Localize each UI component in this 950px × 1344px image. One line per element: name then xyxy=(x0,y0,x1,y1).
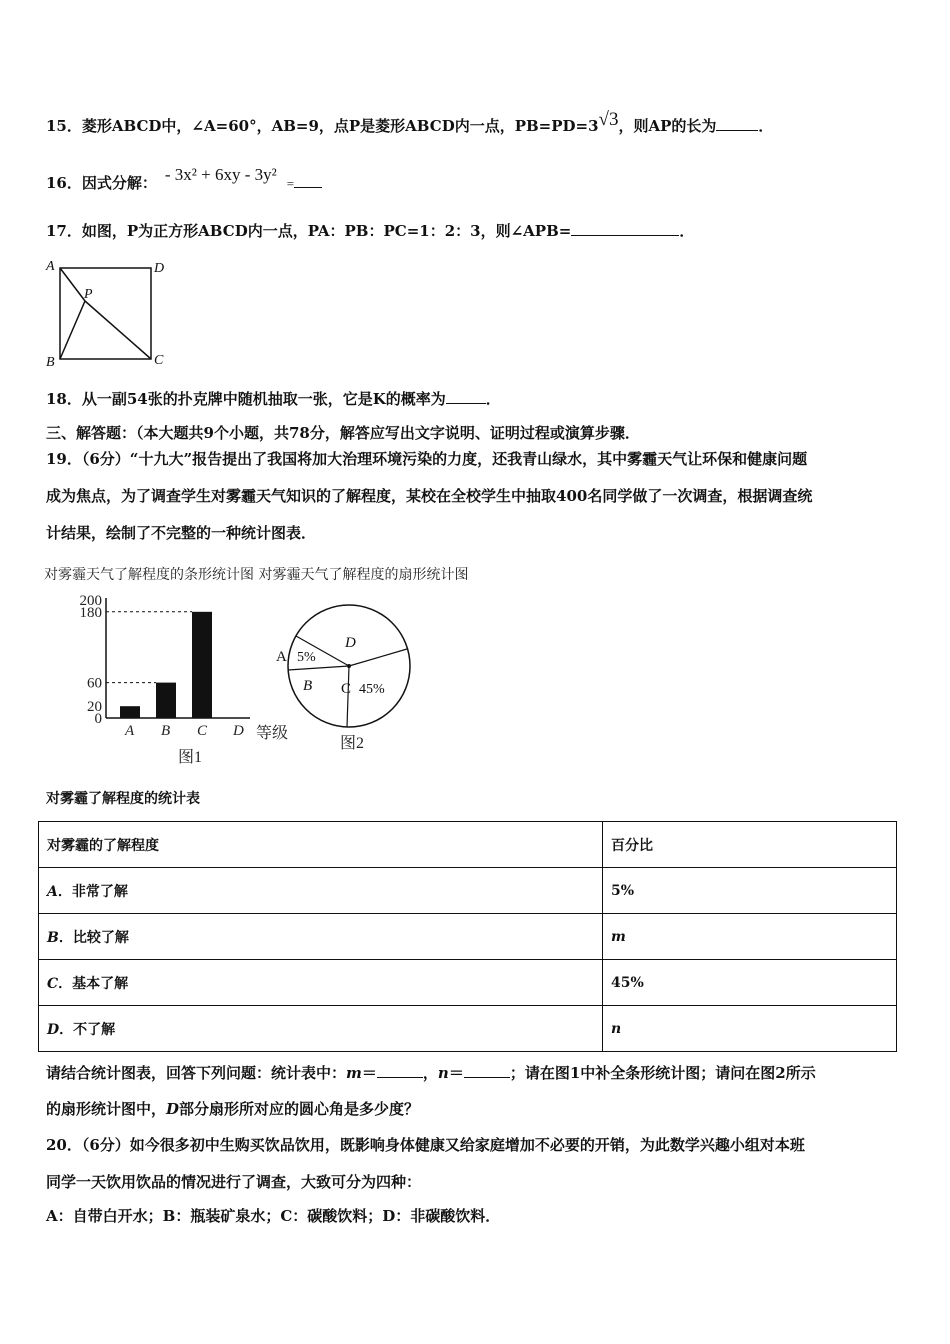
q19-question-line-2 xyxy=(46,1099,906,1119)
q19-question-line-1 xyxy=(46,1063,906,1083)
segment-pb xyxy=(60,301,85,359)
pie-center xyxy=(347,664,351,668)
row-value: m xyxy=(603,914,897,960)
table-header-row xyxy=(39,822,897,868)
y-tick-label: 20 xyxy=(87,699,102,716)
q15-text-b: ，则AP的长为 xyxy=(618,117,717,135)
slice-boundary-2 xyxy=(288,666,349,670)
q16-number: 16． xyxy=(46,174,82,192)
q20-line-3: A：自带白开水；B：瓶装矿泉水；C：碳酸饮料；D：非碳酸饮料． xyxy=(46,1207,501,1225)
table-row xyxy=(39,960,897,1006)
label-c: C xyxy=(154,353,164,368)
q15-end: ． xyxy=(758,117,774,135)
q16-label: 因式分解： xyxy=(81,174,157,192)
q19-after-a: 请结合统计图表，回答下列问题：统计表中： xyxy=(46,1064,347,1082)
header-level: 对雾霾的了解程度 xyxy=(39,822,603,868)
slice-label-a: A xyxy=(276,649,287,665)
q19-after2-b: 部分扇形所对应的圆心角是多少度？ xyxy=(179,1100,420,1118)
segment-pc xyxy=(85,301,151,359)
q19-after2-a: 的扇形统计图中， xyxy=(46,1100,167,1118)
slice-boundary-4 xyxy=(349,649,407,666)
slice-label-c: C xyxy=(341,681,352,697)
q15-sqrt: √3 xyxy=(598,109,619,130)
stat-table xyxy=(38,821,897,1052)
eq-n: ＝ xyxy=(448,1064,464,1082)
d-label: D xyxy=(166,1100,180,1118)
q16-equals: = xyxy=(286,176,295,191)
q17-square-figure xyxy=(40,256,180,371)
row-desc: ．不了解 xyxy=(59,1021,116,1038)
row-letter: D xyxy=(47,1021,60,1038)
table-row xyxy=(39,1006,897,1052)
x-tick-label: B xyxy=(161,723,171,739)
y-tick-label: 200 xyxy=(79,593,102,609)
bar xyxy=(156,683,176,718)
table-row xyxy=(39,914,897,960)
question-18 xyxy=(46,389,906,409)
n-label: n xyxy=(437,1064,449,1082)
q16-expression: - 3x² + 6xy - 3y² xyxy=(164,165,277,184)
section-3-heading: 三、解答题：（本大题共9个小题，共78分，解答应写出文字说明、证明过程或演算步骤． xyxy=(46,424,640,442)
slice-value-a: 5% xyxy=(297,650,316,665)
pie-chart xyxy=(270,600,420,755)
q17-end: ． xyxy=(679,222,695,240)
q17-text: 如图，P为正方形ABCD内一点，PA：PB：PC=1：2：3，则∠APB= xyxy=(81,222,572,240)
table-row xyxy=(39,868,897,914)
row-letter: B xyxy=(47,929,59,946)
m-label: m xyxy=(346,1064,362,1082)
y-tick-label: 60 xyxy=(87,675,102,692)
square-abcd xyxy=(60,268,151,359)
row-letter: C xyxy=(47,975,59,992)
bar-chart xyxy=(70,588,300,768)
bar xyxy=(192,612,212,718)
q18-number: 18． xyxy=(46,390,82,408)
bar-chart-title: 图1 xyxy=(178,749,203,766)
row-desc: ．基本了解 xyxy=(58,975,129,992)
q17-answer-blank[interactable] xyxy=(571,221,679,236)
row-value: 5% xyxy=(603,868,897,914)
label-a: A xyxy=(46,259,55,274)
eq-m: ＝ xyxy=(361,1064,377,1082)
q20-line-1: 20．（6分）如今很多初中生购买饮品饮用，既影响身体健康又给家庭增加不必要的开销，为此数学兴趣小组对本班 xyxy=(46,1136,805,1154)
slice-value-c: 45% xyxy=(359,682,385,697)
table-title: 对雾霾了解程度的统计表 xyxy=(46,791,200,807)
q19-line-2: 成为焦点，为了调查学生对雾霾天气知识的了解程度，某校在全校学生中抽取400名同学做了一次调查，根据调查统 xyxy=(46,487,813,505)
q15-answer-blank[interactable] xyxy=(716,116,758,131)
m-answer-blank[interactable] xyxy=(377,1063,423,1078)
slice-label-d: D xyxy=(345,635,356,651)
header-percent: 百分比 xyxy=(603,822,897,868)
q19-after-b: ；请在图1中补全条形统计图；请问在图2所示 xyxy=(509,1064,816,1082)
question-15 xyxy=(46,109,906,136)
sep: ， xyxy=(422,1064,438,1082)
label-d: D xyxy=(154,261,165,276)
x-tick-label: C xyxy=(197,723,208,739)
pie-chart-title: 图2 xyxy=(340,735,365,752)
q18-end: ． xyxy=(485,390,501,408)
y-tick-label: 180 xyxy=(79,604,102,621)
row-desc: ．比较了解 xyxy=(58,929,129,946)
y-tick-label: 0 xyxy=(94,711,102,727)
x-tick-label: D xyxy=(233,723,244,739)
row-desc: ．非常了解 xyxy=(57,883,128,900)
bar xyxy=(120,706,140,718)
x-tick-label: A xyxy=(125,723,135,739)
n-answer-blank[interactable] xyxy=(464,1063,510,1078)
segment-pa xyxy=(60,268,85,301)
q16-answer-blank[interactable] xyxy=(294,173,322,188)
x-axis-label: 等级 xyxy=(256,725,289,742)
label-p: P xyxy=(84,287,93,302)
question-16 xyxy=(46,165,906,194)
row-letter: A xyxy=(47,883,58,900)
q17-number: 17． xyxy=(46,222,82,240)
q15-number: 15． xyxy=(46,117,82,135)
q15-text-a: 菱形ABCD中，∠A=60°，AB=9，点P是菱形ABCD内一点，PB=PD=3 xyxy=(81,117,599,135)
figure-titles: 对雾霾天气了解程度的条形统计图 对雾霾天气了解程度的扇形统计图 xyxy=(44,567,469,583)
row-value: n xyxy=(603,1006,897,1052)
q18-answer-blank[interactable] xyxy=(446,389,486,404)
slice-label-b: B xyxy=(303,678,313,694)
q19-line-3: 计结果，绘制了不完整的一种统计图表． xyxy=(46,524,317,542)
label-b: B xyxy=(46,355,55,370)
row-value: 45% xyxy=(603,960,897,1006)
q20-line-2: 同学一天饮用饮品的情况进行了调查，大致可分为四种： xyxy=(46,1173,422,1191)
q19-line-1: 19．（6分）“十九大”报告提出了我国将加大治理环境污染的力度，还我青山绿水，其中雾霾天气让环保和健康问题 xyxy=(46,450,808,468)
question-17 xyxy=(46,221,906,241)
q18-text: 从一副54张的扑克牌中随机抽取一张，它是K的概率为 xyxy=(81,390,446,408)
